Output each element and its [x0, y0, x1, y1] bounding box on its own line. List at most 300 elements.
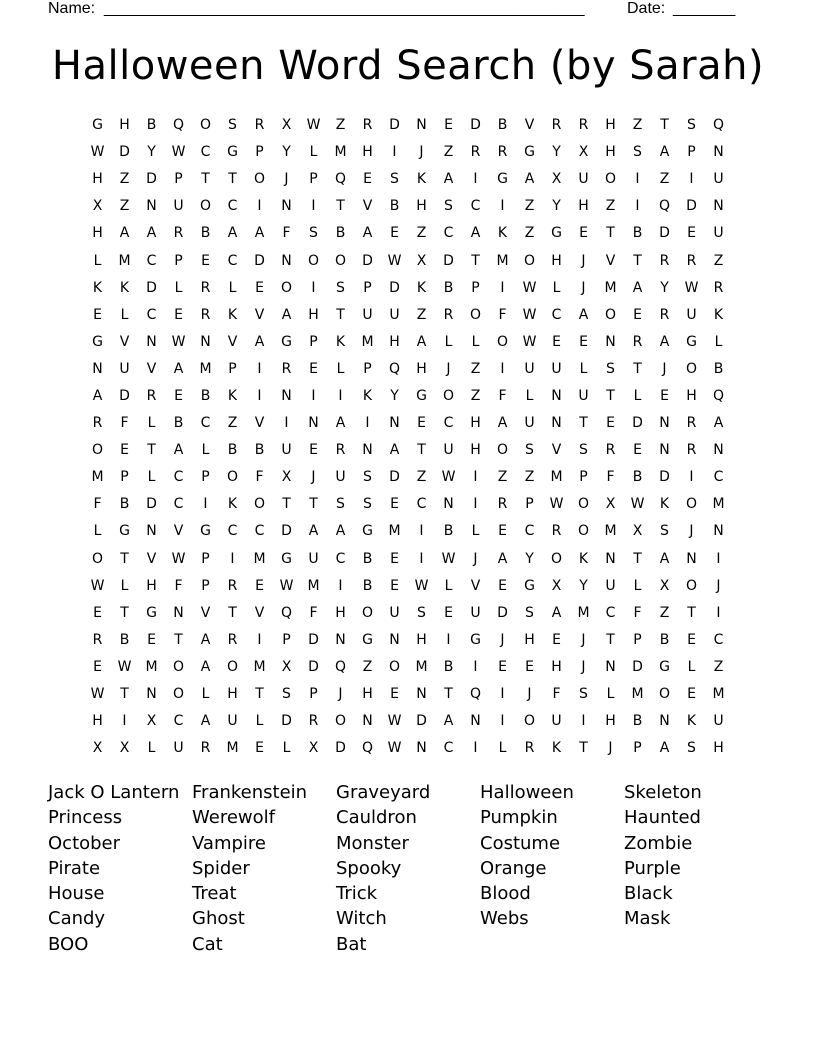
grid-letter: O [685, 577, 698, 594]
grid-letter: L [201, 686, 210, 703]
grid-letter: S [363, 496, 372, 513]
grid-letter: S [579, 442, 588, 459]
grid-letter: C [443, 225, 454, 242]
grid-letter: E [120, 442, 129, 459]
grid-letter: M [334, 144, 347, 161]
grid-row [84, 383, 732, 410]
grid-letter: T [255, 686, 264, 703]
grid-letter: R [497, 144, 508, 161]
grid-letter: J [581, 631, 586, 648]
grid-letter: L [282, 740, 291, 757]
grid-letter: D [470, 117, 481, 134]
grid-letter: L [498, 740, 507, 757]
grid-letter: N [146, 523, 157, 540]
grid-letter: E [552, 333, 561, 350]
word-bank-item: Trick [336, 883, 378, 905]
date-blank-line[interactable]: _______ [673, 0, 736, 17]
grid-letter: L [228, 279, 237, 296]
grid-letter: B [254, 442, 265, 459]
grid-letter: T [417, 442, 426, 459]
grid-letter: A [308, 523, 319, 540]
grid-letter: E [633, 442, 642, 459]
grid-letter: X [551, 171, 562, 188]
grid-letter: E [147, 631, 156, 648]
grid-letter: P [201, 469, 210, 486]
word-bank-item: Haunted [624, 807, 701, 829]
grid-letter: O [658, 686, 671, 703]
grid-letter: H [92, 713, 103, 730]
grid-letter: J [716, 577, 721, 594]
grid-row [84, 112, 732, 139]
grid-letter: W [279, 577, 294, 594]
grid-letter: L [93, 523, 102, 540]
grid-letter: T [120, 550, 129, 567]
grid-letter: S [687, 740, 696, 757]
grid-letter: O [523, 252, 536, 269]
grid-letter: T [471, 252, 480, 269]
grid-letter: Q [334, 171, 347, 188]
grid-letter: H [686, 387, 697, 404]
grid-letter: B [362, 550, 373, 567]
grid-letter: X [146, 713, 157, 730]
grid-letter: L [444, 333, 453, 350]
grid-letter: L [525, 387, 534, 404]
grid-letter: Y [579, 577, 588, 594]
grid-letter: R [146, 387, 157, 404]
grid-letter: U [551, 713, 562, 730]
grid-letter: A [497, 550, 508, 567]
grid-letter: D [146, 279, 157, 296]
grid-letter: A [443, 713, 454, 730]
grid-letter: N [713, 198, 724, 215]
grid-letter: W [441, 469, 456, 486]
grid-letter: I [284, 415, 289, 432]
grid-letter: L [633, 387, 642, 404]
grid-letter: W [171, 333, 186, 350]
grid-row [84, 220, 732, 247]
grid-letter: T [606, 225, 615, 242]
grid-letter: I [473, 496, 478, 513]
grid-row [84, 247, 732, 274]
grid-letter: L [687, 658, 696, 675]
word-bank-item: Skeleton [624, 782, 702, 803]
grid-letter: C [173, 496, 184, 513]
grid-letter: W [90, 577, 105, 594]
grid-letter: L [255, 713, 264, 730]
grid-letter: M [388, 523, 401, 540]
grid-letter: G [416, 387, 427, 404]
grid-letter: O [226, 658, 239, 675]
grid-letter: A [362, 225, 373, 242]
grid-letter: W [306, 117, 321, 134]
grid-letter: Z [659, 171, 670, 188]
grid-letter: U [173, 740, 184, 757]
grid-letter: I [500, 279, 505, 296]
grid-letter: W [522, 279, 537, 296]
grid-letter: H [308, 306, 319, 323]
grid-letter: S [417, 604, 426, 621]
grid-letter: R [686, 442, 697, 459]
grid-letter: I [635, 171, 640, 188]
grid-letter: C [200, 144, 211, 161]
grid-letter: N [335, 631, 346, 648]
grid-letter: S [660, 523, 669, 540]
grid-letter: W [171, 144, 186, 161]
grid-letter: L [147, 415, 156, 432]
grid-letter: B [173, 415, 184, 432]
grid-letter: G [497, 171, 508, 188]
grid-letter: O [253, 496, 266, 513]
grid-letter: I [338, 387, 343, 404]
grid-letter: C [227, 198, 238, 215]
word-bank-item: Graveyard [336, 782, 431, 803]
grid-letter: K [416, 171, 427, 188]
word-bank-item: Pumpkin [480, 807, 558, 829]
grid-letter: A [335, 415, 346, 432]
grid-letter: M [415, 658, 428, 675]
grid-letter: V [254, 604, 265, 621]
grid-letter: J [689, 523, 694, 540]
grid-letter: Z [416, 306, 427, 323]
grid-letter: K [335, 333, 346, 350]
grid-letter: W [90, 144, 105, 161]
grid-letter: G [524, 144, 535, 161]
word-bank-item: Princess [48, 807, 123, 829]
grid-letter: K [659, 496, 670, 513]
grid-letter: R [92, 415, 103, 432]
grid-letter: R [713, 279, 724, 296]
grid-letter: Z [713, 658, 724, 675]
grid-letter: I [365, 415, 370, 432]
word-bank-item: Cauldron [336, 807, 417, 829]
grid-letter: M [604, 523, 617, 540]
grid-letter: V [200, 604, 211, 621]
grid-letter: C [254, 523, 265, 540]
grid-letter: U [281, 442, 292, 459]
grid-row [84, 356, 732, 383]
grid-letter: U [470, 604, 481, 621]
grid-letter: O [496, 442, 509, 459]
grid-letter: G [92, 117, 103, 134]
grid-letter: S [390, 171, 399, 188]
name-label: Name: [48, 0, 96, 17]
grid-letter: C [551, 306, 562, 323]
grid-letter: W [171, 550, 186, 567]
grid-letter: L [147, 469, 156, 486]
grid-letter: X [281, 469, 292, 486]
grid-letter: V [254, 415, 265, 432]
grid-letter: B [632, 713, 643, 730]
grid-letter: S [363, 469, 372, 486]
grid-letter: R [551, 117, 562, 134]
grid-letter: U [389, 306, 400, 323]
grid-letter: N [281, 198, 292, 215]
grid-letter: I [446, 631, 451, 648]
grid-letter: T [633, 550, 642, 567]
word-bank-item: Frankenstein [192, 782, 308, 803]
grid-letter: I [500, 713, 505, 730]
grid-row [84, 139, 732, 166]
grid-letter: P [687, 144, 696, 161]
grid-letter: T [174, 631, 183, 648]
grid-letter: G [659, 658, 670, 675]
grid-letter: E [525, 658, 534, 675]
grid-letter: P [120, 469, 129, 486]
grid-letter: N [146, 686, 157, 703]
grid-letter: Q [658, 198, 671, 215]
grid-letter: W [549, 496, 564, 513]
grid-letter: A [92, 387, 103, 404]
grid-letter: S [579, 686, 588, 703]
grid-letter: U [713, 171, 724, 188]
grid-letter: S [228, 117, 237, 134]
word-bank-item: Treat [192, 883, 237, 905]
grid-letter: U [605, 577, 616, 594]
word-bank-item: Bat [336, 933, 367, 955]
grid-letter: P [525, 496, 534, 513]
grid-letter: D [119, 144, 130, 161]
grid-letter: B [443, 279, 454, 296]
word-bank-item: Monster [336, 832, 409, 854]
grid-letter: Q [334, 658, 347, 675]
grid-letter: G [146, 604, 157, 621]
grid-letter: B [200, 387, 211, 404]
grid-letter: B [146, 117, 157, 134]
grid-letter: L [93, 252, 102, 269]
grid-letter: E [660, 387, 669, 404]
word-bank-item: Cat [192, 933, 223, 955]
grid-letter: P [255, 144, 264, 161]
grid-letter: L [147, 740, 156, 757]
grid-letter: J [581, 252, 586, 269]
grid-letter: D [659, 469, 670, 486]
grid-letter: O [685, 496, 698, 513]
grid-letter: R [254, 117, 265, 134]
grid-letter: N [659, 713, 670, 730]
grid-letter: A [659, 740, 670, 757]
grid-letter: H [605, 117, 616, 134]
grid-letter: J [419, 144, 424, 161]
grid-letter: R [308, 713, 319, 730]
grid-letter: C [605, 604, 616, 621]
grid-letter: T [282, 496, 291, 513]
grid-letter: N [281, 387, 292, 404]
grid-letter: O [307, 252, 320, 269]
grid-letter: T [336, 198, 345, 215]
grid-letter: B [713, 360, 724, 377]
grid-letter: V [551, 442, 562, 459]
grid-letter: Z [443, 144, 454, 161]
grid-letter: D [254, 252, 265, 269]
grid-letter: X [281, 117, 292, 134]
grid-letter: R [578, 117, 589, 134]
grid-letter: X [281, 658, 292, 675]
grid-letter: D [335, 740, 346, 757]
grid-letter: R [470, 144, 481, 161]
grid-letter: N [200, 333, 211, 350]
grid-letter: R [200, 740, 211, 757]
grid-letter: W [684, 279, 699, 296]
grid-letter: A [659, 333, 670, 350]
grid-letter: O [442, 387, 455, 404]
grid-letter: E [174, 306, 183, 323]
grid-letter: D [119, 387, 130, 404]
grid-letter: G [119, 523, 130, 540]
grid-letter: H [551, 658, 562, 675]
grid-letter: I [419, 523, 424, 540]
grid-letter: E [309, 442, 318, 459]
grid-letter: G [524, 577, 535, 594]
grid-letter: F [255, 469, 264, 486]
grid-letter: Z [335, 117, 346, 134]
grid-letter: E [579, 225, 588, 242]
grid-letter: F [120, 415, 129, 432]
grid-letter: B [632, 225, 643, 242]
grid-letter: C [146, 252, 157, 269]
grid-letter: K [227, 496, 238, 513]
grid-letter: E [255, 577, 264, 594]
grid-letter: W [387, 713, 402, 730]
grid-letter: U [308, 550, 319, 567]
date-label: Date: [627, 0, 666, 17]
grid-letter: B [119, 631, 130, 648]
grid-letter: O [280, 279, 293, 296]
grid-letter: A [335, 523, 346, 540]
grid-letter: O [91, 550, 104, 567]
grid-letter: K [92, 279, 103, 296]
grid-row [84, 735, 732, 762]
grid-letter: U [713, 713, 724, 730]
grid-letter: I [203, 496, 208, 513]
grid-letter: N [146, 198, 157, 215]
grid-letter: U [524, 415, 535, 432]
grid-letter: B [443, 658, 454, 675]
grid-letter: U [119, 360, 130, 377]
grid-letter: Z [659, 604, 670, 621]
grid-letter: N [659, 415, 670, 432]
grid-row [84, 410, 732, 437]
grid-letter: D [416, 713, 427, 730]
grid-letter: T [633, 360, 642, 377]
word-bank-item: October [48, 832, 121, 854]
grid-letter: E [444, 117, 453, 134]
grid-letter: C [713, 469, 724, 486]
grid-letter: W [522, 306, 537, 323]
grid-letter: R [281, 360, 292, 377]
grid-row [84, 546, 732, 573]
grid-letter: O [496, 333, 509, 350]
grid-letter: R [686, 252, 697, 269]
grid-letter: E [633, 306, 642, 323]
grid-letter: C [146, 306, 157, 323]
grid-letter: X [119, 740, 130, 757]
grid-letter: J [500, 631, 505, 648]
grid-letter: T [336, 306, 345, 323]
grid-letter: U [227, 713, 238, 730]
grid-letter: H [416, 631, 427, 648]
grid-letter: N [416, 686, 427, 703]
grid-letter: H [605, 144, 616, 161]
grid-letter: T [228, 604, 237, 621]
grid-letter: M [199, 360, 212, 377]
grid-letter: H [227, 686, 238, 703]
grid-letter: M [496, 252, 509, 269]
grid-letter: E [498, 577, 507, 594]
grid-letter: L [552, 279, 561, 296]
grid-letter: N [281, 252, 292, 269]
grid-letter: Z [362, 658, 373, 675]
word-bank-item: Blood [480, 883, 531, 905]
grid-letter: U [362, 306, 373, 323]
grid-letter: L [579, 360, 588, 377]
word-bank-item: Pirate [48, 857, 101, 879]
grid-letter: B [200, 225, 211, 242]
grid-letter: D [308, 658, 319, 675]
grid-letter: P [579, 469, 588, 486]
grid-letter: U [578, 171, 589, 188]
word-bank-item: Vampire [192, 832, 266, 854]
grid-letter: R [659, 306, 670, 323]
grid-letter: N [659, 442, 670, 459]
grid-letter: W [117, 658, 132, 675]
name-blank-line[interactable]: ______________________________________________________ [104, 0, 585, 17]
grid-letter: Z [470, 360, 481, 377]
grid-letter: E [687, 631, 696, 648]
grid-letter: H [92, 171, 103, 188]
grid-letter: G [227, 144, 238, 161]
grid-letter: A [470, 225, 481, 242]
grid-letter: C [416, 496, 427, 513]
grid-letter: I [716, 604, 721, 621]
grid-letter: Z [416, 469, 427, 486]
grid-letter: C [713, 631, 724, 648]
grid-letter: C [524, 523, 535, 540]
grid-letter: K [227, 306, 238, 323]
grid-letter: B [227, 442, 238, 459]
grid-letter: A [578, 306, 589, 323]
word-bank-item: Mask [624, 908, 671, 930]
grid-letter: I [716, 550, 721, 567]
grid-letter: I [473, 740, 478, 757]
grid-letter: R [227, 577, 238, 594]
grid-letter: A [146, 225, 157, 242]
grid-letter: K [119, 279, 130, 296]
grid-letter: O [523, 713, 536, 730]
grid-letter: C [200, 415, 211, 432]
grid-letter: V [605, 252, 616, 269]
grid-letter: J [446, 360, 451, 377]
grid-letter: E [390, 577, 399, 594]
grid-letter: C [173, 469, 184, 486]
grid-letter: D [632, 415, 643, 432]
grid-letter: Z [119, 198, 130, 215]
grid-letter: I [230, 550, 235, 567]
grid-letter: D [362, 252, 373, 269]
grid-letter: E [687, 686, 696, 703]
grid-letter: O [361, 604, 374, 621]
grid-letter: A [200, 631, 211, 648]
grid-letter: Y [552, 144, 561, 161]
grid-letter: O [226, 469, 239, 486]
grid-letter: T [660, 117, 669, 134]
grid-letter: E [93, 658, 102, 675]
grid-letter: A [254, 225, 265, 242]
grid-letter: L [120, 577, 129, 594]
grid-letter: R [200, 306, 211, 323]
grid-letter: P [363, 360, 372, 377]
grid-letter: V [227, 333, 238, 350]
grid-letter: J [662, 360, 667, 377]
